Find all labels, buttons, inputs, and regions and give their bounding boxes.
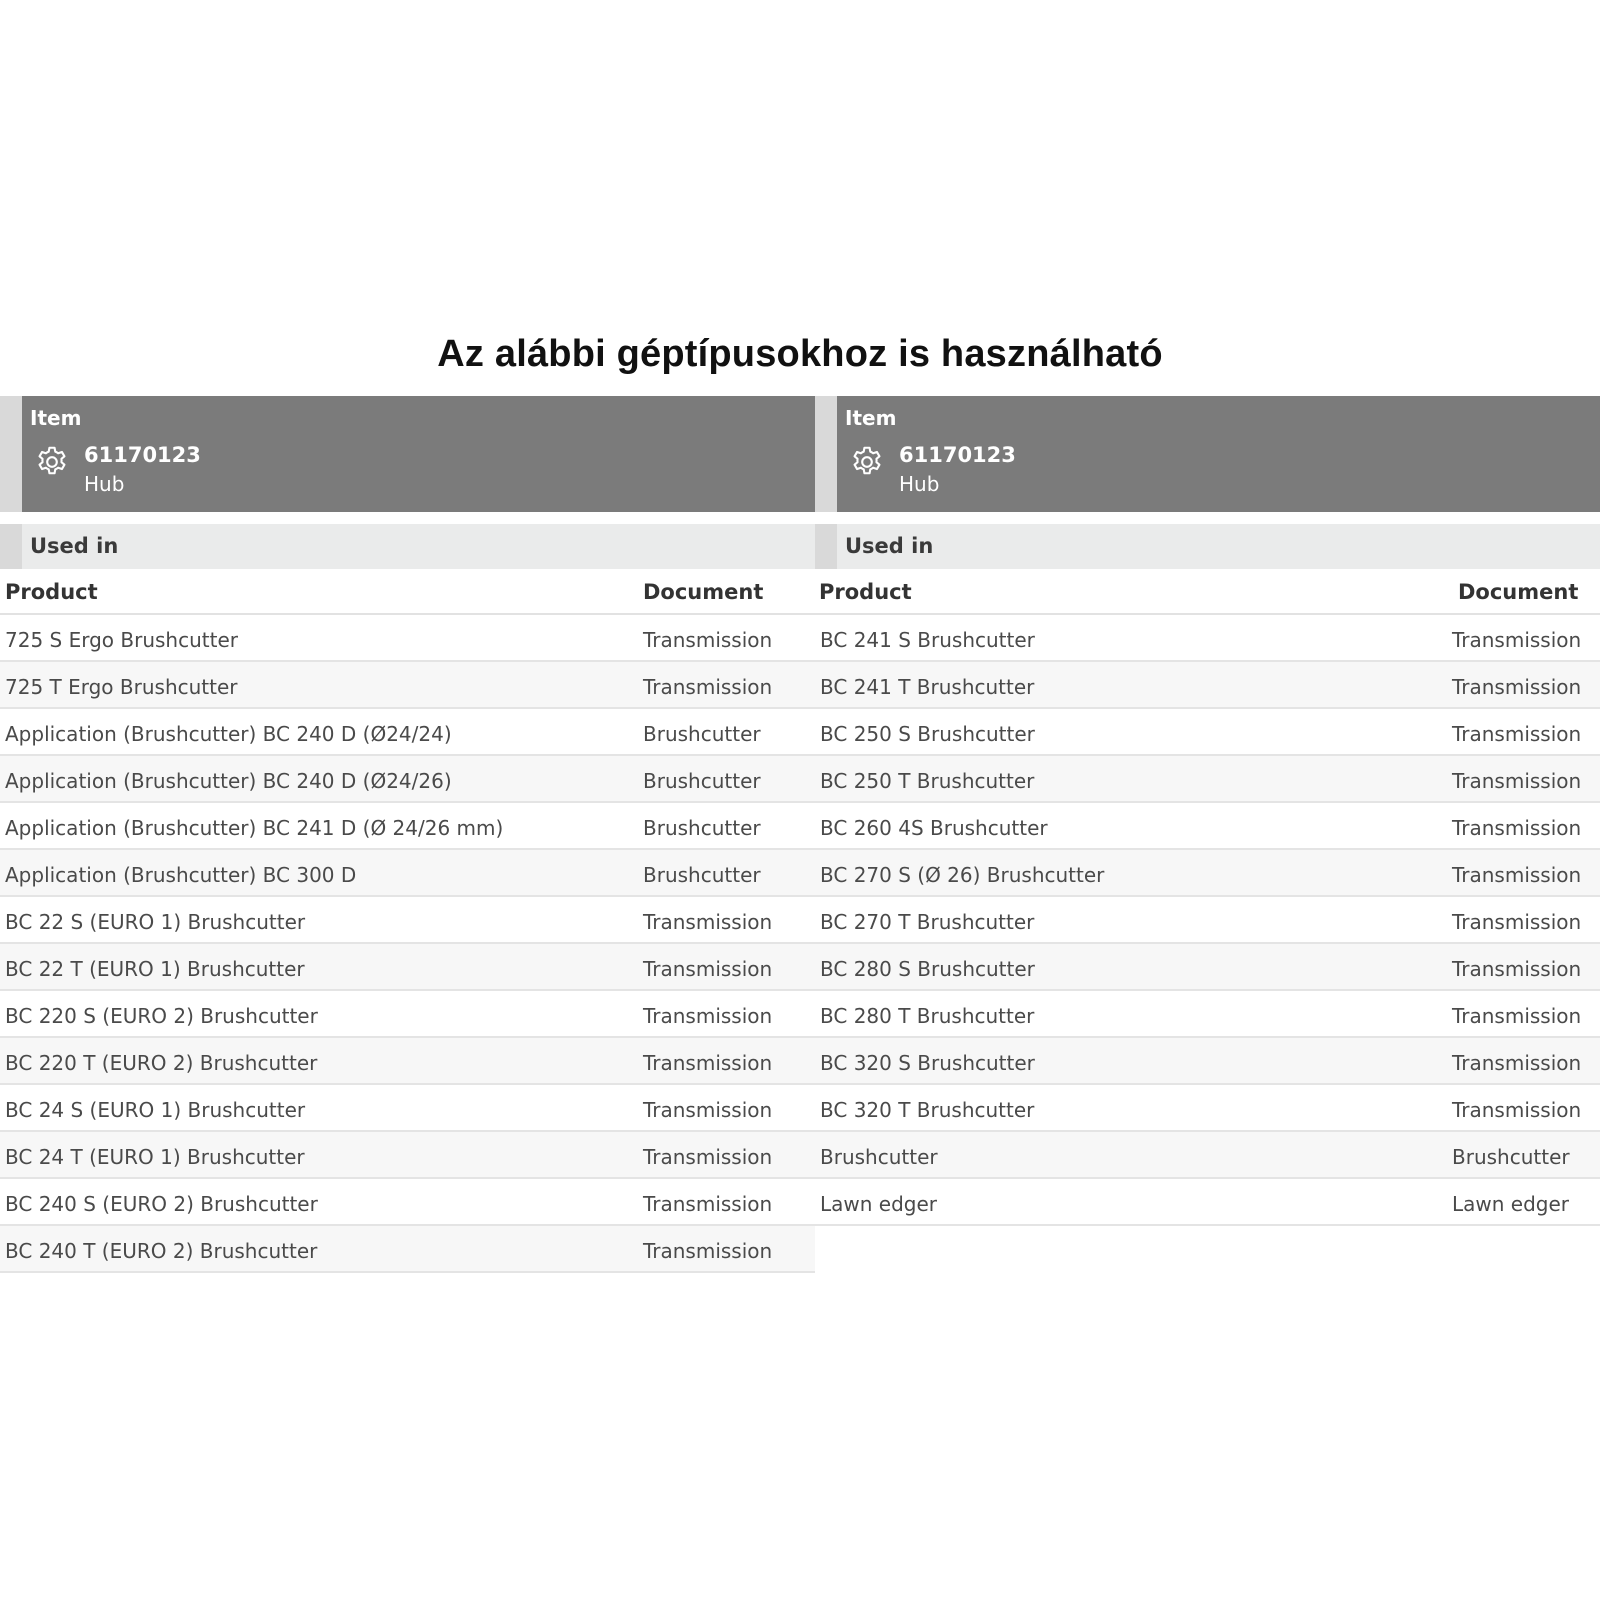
document-cell[interactable]: Transmission xyxy=(1452,1004,1582,1028)
table-row[interactable] xyxy=(815,615,1600,662)
document-cell[interactable]: Transmission xyxy=(1452,675,1582,699)
product-cell: BC 22 S (EURO 1) Brushcutter xyxy=(5,910,306,934)
table-row[interactable] xyxy=(815,991,1600,1038)
item-name: Hub xyxy=(84,472,125,496)
gear-icon xyxy=(849,444,885,480)
column-header-document: Document xyxy=(643,580,764,604)
product-cell: Brushcutter xyxy=(820,1145,938,1169)
product-cell: BC 280 T Brushcutter xyxy=(820,1004,1035,1028)
document-cell[interactable]: Transmission xyxy=(643,675,773,699)
product-cell: BC 250 S Brushcutter xyxy=(820,722,1035,746)
product-cell: Application (Brushcutter) BC 240 D (Ø24/26) xyxy=(5,769,452,793)
used-in-panel-left xyxy=(0,396,815,1273)
item-label: Item xyxy=(30,406,82,430)
table-row[interactable] xyxy=(0,615,815,662)
product-cell: BC 241 T Brushcutter xyxy=(820,675,1035,699)
document-cell[interactable]: Transmission xyxy=(1452,910,1582,934)
product-cell: BC 270 S (Ø 26) Brushcutter xyxy=(820,863,1105,887)
document-cell[interactable]: Brushcutter xyxy=(643,722,761,746)
document-cell[interactable]: Transmission xyxy=(643,1051,773,1075)
product-cell: BC 24 T (EURO 1) Brushcutter xyxy=(5,1145,305,1169)
table-row[interactable] xyxy=(815,709,1600,756)
product-cell: BC 22 T (EURO 1) Brushcutter xyxy=(5,957,305,981)
item-label: Item xyxy=(845,406,897,430)
document-cell[interactable]: Transmission xyxy=(643,1239,773,1263)
table-row[interactable] xyxy=(0,1132,815,1179)
table-row[interactable] xyxy=(0,897,815,944)
document-cell[interactable]: Transmission xyxy=(1452,863,1582,887)
product-cell: BC 260 4S Brushcutter xyxy=(820,816,1048,840)
product-cell: BC 240 S (EURO 2) Brushcutter xyxy=(5,1192,318,1216)
item-number: 61170123 xyxy=(84,443,201,467)
product-cell: 725 T Ergo Brushcutter xyxy=(5,675,238,699)
document-cell[interactable]: Transmission xyxy=(643,1192,773,1216)
product-cell: BC 320 T Brushcutter xyxy=(820,1098,1035,1122)
product-cell: 725 S Ergo Brushcutter xyxy=(5,628,238,652)
document-cell[interactable]: Transmission xyxy=(1452,1051,1582,1075)
document-cell[interactable]: Transmission xyxy=(643,1004,773,1028)
used-in-panel-right xyxy=(815,396,1600,1226)
table-row[interactable] xyxy=(0,803,815,850)
product-cell: Lawn edger xyxy=(820,1192,938,1216)
document-cell[interactable]: Brushcutter xyxy=(1452,1145,1570,1169)
table-row[interactable] xyxy=(815,897,1600,944)
gear-icon xyxy=(34,444,70,480)
product-cell: BC 250 T Brushcutter xyxy=(820,769,1035,793)
table-row[interactable] xyxy=(815,1085,1600,1132)
table-row[interactable] xyxy=(815,756,1600,803)
used-in-label: Used in xyxy=(30,534,119,558)
table-row[interactable] xyxy=(0,1226,815,1273)
column-header-product: Product xyxy=(819,580,912,604)
document-cell[interactable]: Transmission xyxy=(1452,816,1582,840)
document-cell[interactable]: Lawn edger xyxy=(1452,1192,1570,1216)
table-header xyxy=(815,569,1600,615)
table-row[interactable] xyxy=(815,1038,1600,1085)
table-row[interactable] xyxy=(0,662,815,709)
product-cell: BC 320 S Brushcutter xyxy=(820,1051,1035,1075)
column-header-document: Document xyxy=(1458,580,1579,604)
used-in-heading xyxy=(815,524,1600,569)
product-cell: BC 280 S Brushcutter xyxy=(820,957,1035,981)
document-cell[interactable]: Brushcutter xyxy=(643,816,761,840)
used-in-label: Used in xyxy=(845,534,934,558)
document-cell[interactable]: Brushcutter xyxy=(643,769,761,793)
table-row[interactable] xyxy=(815,850,1600,897)
used-in-heading xyxy=(0,524,815,569)
item-header xyxy=(0,396,815,512)
document-cell[interactable]: Transmission xyxy=(1452,957,1582,981)
document-cell[interactable]: Transmission xyxy=(1452,628,1582,652)
table-row[interactable] xyxy=(815,1132,1600,1179)
document-cell[interactable]: Transmission xyxy=(643,1145,773,1169)
table-row[interactable] xyxy=(815,803,1600,850)
item-number: 61170123 xyxy=(899,443,1016,467)
document-cell[interactable]: Transmission xyxy=(643,910,773,934)
product-cell: BC 220 T (EURO 2) Brushcutter xyxy=(5,1051,318,1075)
product-cell: BC 24 S (EURO 1) Brushcutter xyxy=(5,1098,306,1122)
document-cell[interactable]: Transmission xyxy=(1452,1098,1582,1122)
document-cell[interactable]: Transmission xyxy=(1452,722,1582,746)
document-cell[interactable]: Transmission xyxy=(643,628,773,652)
product-cell: BC 270 T Brushcutter xyxy=(820,910,1035,934)
document-cell[interactable]: Transmission xyxy=(643,957,773,981)
table-row[interactable] xyxy=(0,756,815,803)
item-header xyxy=(815,396,1600,512)
table-row[interactable] xyxy=(0,1085,815,1132)
table-row[interactable] xyxy=(0,1038,815,1085)
table-row[interactable] xyxy=(815,662,1600,709)
product-cell: BC 220 S (EURO 2) Brushcutter xyxy=(5,1004,318,1028)
product-cell: Application (Brushcutter) BC 240 D (Ø24/24) xyxy=(5,722,452,746)
item-name: Hub xyxy=(899,472,940,496)
product-cell: Application (Brushcutter) BC 300 D xyxy=(5,863,357,887)
table-row[interactable] xyxy=(815,944,1600,991)
product-cell: BC 240 T (EURO 2) Brushcutter xyxy=(5,1239,318,1263)
document-cell[interactable]: Transmission xyxy=(1452,769,1582,793)
document-cell[interactable]: Transmission xyxy=(643,1098,773,1122)
table-row[interactable] xyxy=(0,944,815,991)
product-cell: BC 241 S Brushcutter xyxy=(820,628,1035,652)
page-title: Az alábbi géptípusokhoz is használható xyxy=(437,333,1163,375)
product-table xyxy=(815,615,1600,1226)
product-table xyxy=(0,615,815,1273)
table-row[interactable] xyxy=(815,1179,1600,1226)
table-header xyxy=(0,569,815,615)
table-row[interactable] xyxy=(0,1179,815,1226)
table-row[interactable] xyxy=(0,991,815,1038)
product-cell: Application (Brushcutter) BC 241 D (Ø 24/26 mm) xyxy=(5,816,504,840)
column-header-product: Product xyxy=(5,580,98,604)
document-cell[interactable]: Brushcutter xyxy=(643,863,761,887)
table-row[interactable] xyxy=(0,850,815,897)
table-row[interactable] xyxy=(0,709,815,756)
